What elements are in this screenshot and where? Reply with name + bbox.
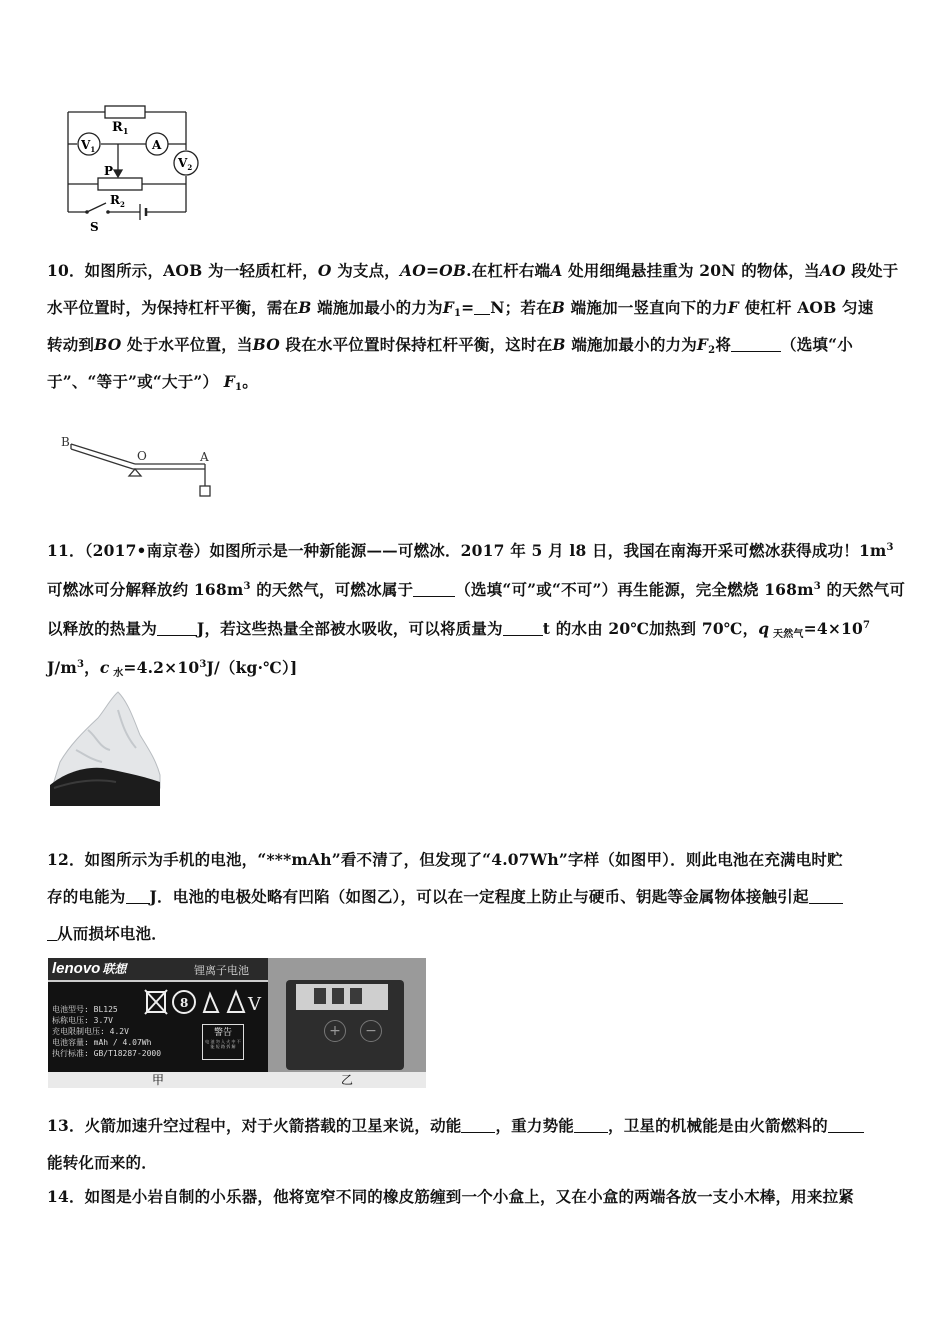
answer-blank[interactable] [126,888,150,904]
minus-terminal-icon: − [360,1020,382,1042]
brand-logo: lenovo 联想 [52,960,127,977]
answer-blank[interactable] [474,299,490,315]
q12-line-1: 12．如图所示为手机的电池，“***mAh”看不清了，但发现了“4.07Wh”字样（如图甲）．则此电池在充满电时贮 [47,850,843,869]
label-ammeter: A [152,138,162,152]
q11-line-3: 以释放的热量为 J，若这些热量全部被水吸收，可以将质量为 t 的水由 20℃加热到 70℃，q $_{天然气}=4\times 10^7$ [47,619,871,640]
label-o: O [137,449,147,463]
battery-warning-box: 警告 电 池 勿 入 火 中 不 能 短 路 拆 解 [202,1024,244,1060]
q13-line-1: 13．火箭加速升空过程中，对于火箭搭载的卫星来说，动能 ，重力势能 ，卫星的机械能是由火箭燃料的 [47,1116,905,1136]
battery-type-title: 锂离子电池 [194,964,249,977]
battery-spec-charge: 充电限制电压: 4.2V [52,1027,129,1036]
terminal-contact [332,988,344,1004]
label-v2: $V_2$ [178,156,193,172]
answer-blank[interactable] [828,1117,864,1133]
lever-diagram [55,432,225,504]
q12-line-3: 从而损坏电池． [47,924,905,944]
q10-line-4: 于”、“等于”或“大于”） $F_1$。 [47,372,258,393]
plus-terminal-icon: + [324,1020,346,1042]
circuit-diagram [60,100,210,235]
answer-blank[interactable] [574,1117,608,1133]
resistor-r2 [98,178,142,190]
warning-triangle-icon [228,992,244,1012]
answer-blank[interactable] [503,620,543,636]
recycle-icon [204,994,218,1012]
q11-line-1: 11．（2017•南京卷）如图所示是一种新能源——可燃冰．2017 年 5 月 l8 日，我国在南海开采可燃冰获得成功！$1m^3$ [47,541,894,560]
battery-terminal-photo [268,958,426,1088]
battery-spec-model: 电池型号: BL125 [52,1005,118,1014]
svg-text:V: V [248,994,261,1015]
label-s: S [90,220,99,234]
combustible-ice-photo [48,690,163,810]
caption-right: 乙 [340,1073,353,1087]
resistor-r1 [105,106,145,118]
q11-line-4: $J/m^3$，c $_水=4.2\times 10^3J/(kg\cdot℃)$] [47,658,298,679]
label-p: P [104,164,114,178]
svg-text:8: 8 [180,996,189,1010]
battery-label-photo [48,958,268,1088]
caption-left: 甲 [151,1073,164,1087]
label-r1: $R_1$ [112,120,129,136]
q13-line-2: 能转化而来的． [47,1153,157,1172]
answer-blank[interactable] [461,1117,495,1133]
q10-line-1: 10．如图所示，AOB 为一轻质杠杆，O 为支点，AO=OB.在杠杆右端A 处用细绳悬挂重为 20N 的物体，当AO 段处于 [47,261,899,280]
label-a: A [200,450,209,464]
q11-line-2: 可燃冰可分解释放约 $168m^3$ 的天然气，可燃冰属于 （选填“可”或“不可”）再生能源，完全燃烧 $168m^3$ 的天然气可 [47,580,906,599]
q10-line-2: 水平位置时，为保持杠杆平衡，需在B 端施加最小的力为$F_1= N$；若在B 端施加一竖直向下的力F 使杠杆 AOB 匀速 [47,298,874,319]
answer-blank[interactable] [157,620,197,636]
terminal-contact [314,988,326,1004]
answer-blank[interactable] [47,925,57,941]
answer-blank[interactable] [731,336,781,352]
label-r2: $R_2$ [110,193,125,209]
battery-spec-standard: 执行标准: GB/T18287-2000 [52,1049,162,1058]
q12-line-2: 存的电能为 J．电池的电极处略有凹陷（如图乙），可以在一定程度上防止与硬币、钥匙等金属物体接触引起 [47,887,905,907]
q10-line-3: 转动到BO 处于水平位置，当BO 段在水平位置时保持杠杆平衡，这时在B 端施加最小的力为$F_2$将 （选填“小 [47,335,853,356]
label-b: B [61,435,70,449]
terminal-contact [350,988,362,1004]
battery-symbols [144,986,264,1018]
q14-line-1: 14．如图是小岩自制的小乐器，他将宽窄不同的橡皮筋缠到一个小盒上，又在小盒的两端各放一支小木棒，用来拉紧 [47,1187,854,1206]
answer-blank[interactable] [809,888,843,904]
answer-blank[interactable] [413,581,455,597]
label-v1: $V_1$ [81,138,96,154]
battery-spec-nominal: 标称电压: 3.7V [52,1016,113,1025]
battery-spec-capacity: 电池容量: mAh / 4.07Wh [52,1038,152,1047]
